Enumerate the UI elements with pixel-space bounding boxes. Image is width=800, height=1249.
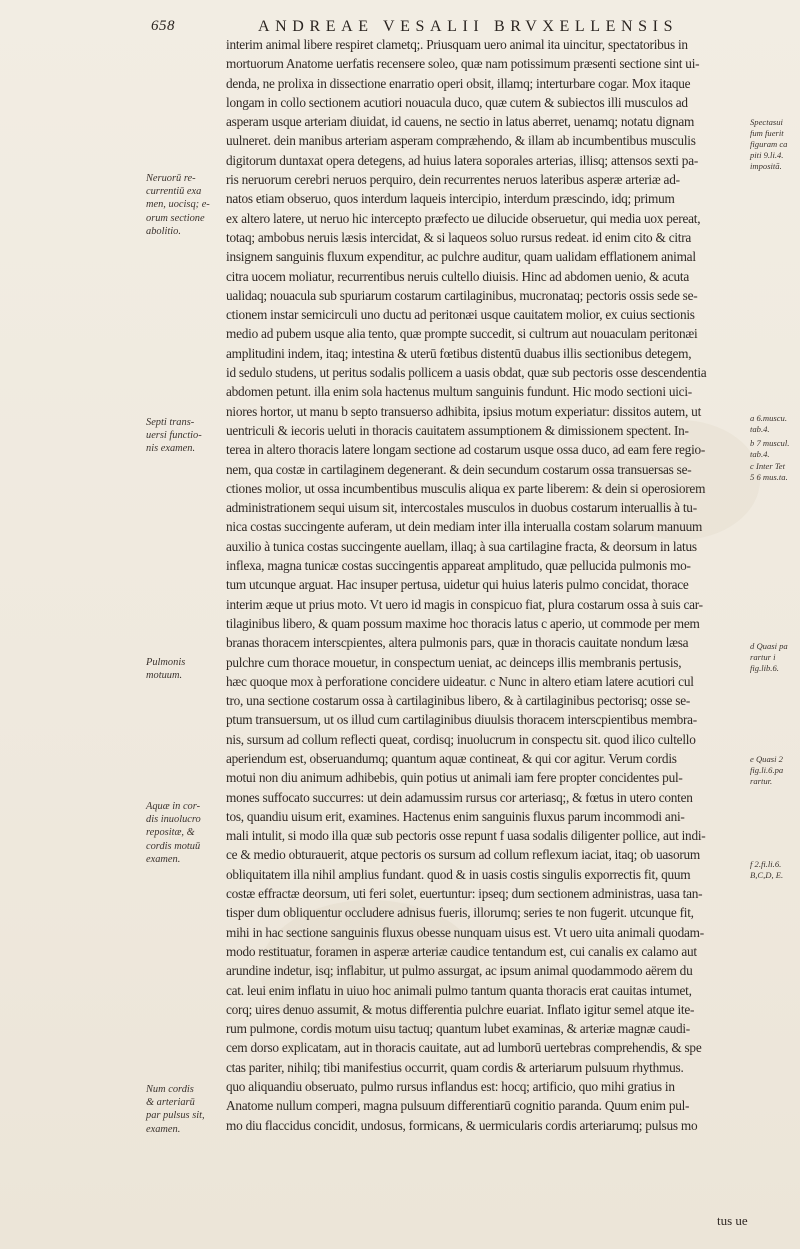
margin-note-right [750, 754, 796, 787]
text-line: interim æque ut prius moto. Vt uero id magis in conspicuo fiat, plura costarum ossa à suis car- [226, 596, 703, 612]
margin-note-line: a 6.muscu. [750, 413, 787, 423]
margin-note-left [146, 656, 228, 682]
margin-note-line: abolitio. [146, 225, 181, 237]
margin-note-line: Neruorū re- [146, 173, 196, 184]
margin-note-line: rartur. [750, 776, 773, 786]
margin-note-right [750, 117, 796, 172]
text-line: terea in altero thoracis latere longam sectione ad costarum usque ossa duco, ad eam fere regio- [226, 442, 706, 458]
text-line: ce & medio obturauerit, atque pectoris os sursum ad collum reflexum iaciat, itaq; ob uasorum [226, 847, 701, 863]
margin-note-line: B,C,D, E. [750, 870, 784, 880]
text-line: tos, quandiu uisum erit, examines. Hactenus enim sanguinis fluxus parum incommodi ani- [226, 808, 685, 824]
margin-note-line: d Quasi pa [750, 641, 788, 651]
text-line: administrationem sequi uisum sit, intercostales musculos in duobus costarum interuallis à tu- [226, 500, 697, 516]
margin-note-line: figuram ca [750, 139, 788, 149]
margin-note-line: par pulsus sit, [146, 1110, 205, 1122]
text-line: mo diu flaccidus concidit, undosus, formicans, & uermicularis cordis arteriarumq; pulsus mo [226, 1117, 698, 1133]
margin-note-left [146, 800, 228, 866]
text-line: ualidaq; nouacula sub spuriarum costarum cartilaginibus, mucronataq; pectoris ossis sede se- [226, 287, 698, 303]
text-line: hæc quoque mox à perforatione concidere uideatur. c Nunc in altero etiam latere acutiori cul [226, 673, 694, 689]
margin-note-line: Septi trans- [146, 417, 195, 428]
text-line: id sedulo studens, ut peritus sodalis pollicem a uasis obdat, quæ sub pectoris osse descendentia [226, 365, 707, 381]
text-line: longam in collo sectionem acutiori nouacula duco, quæ cutem & subiectos illi musculos ad [226, 94, 688, 110]
text-line: abdomen petunt. illa enim sola hactenus multum sanguinis fundunt. Hic modo sectioni uici- [226, 384, 692, 400]
margin-note-right [750, 641, 796, 674]
margin-note-line: fig.li.6.pa [750, 765, 784, 775]
margin-note-right [750, 438, 796, 460]
margin-note-line: nis examen. [146, 443, 196, 455]
text-line: tum utcunque arguat. Hac insuper pertusa, uidetur qui huius lateris pulmo concidat, thorace [226, 577, 689, 593]
text-line: ctiones molior, ut ossa incumbentibus musculis aliqua ex parte liberem: & dein si operosiorem [226, 480, 706, 496]
text-line: costæ effractæ deorsum, uti feri solet, euertuntur: ipseq; dum sectionem administras, uasa tan- [226, 886, 703, 902]
margin-note-line: f 2.fi.li.6. [750, 859, 782, 869]
margin-note-line: Spectasui [750, 117, 783, 127]
margin-note-left [146, 172, 228, 238]
margin-note-line: tab.4. [750, 449, 770, 459]
text-line: mali intulit, si modo illa quæ sub pectoris osse repunt f uasa sodalis diligenter pollice, aut indi- [226, 828, 706, 844]
margin-note-line: fum fuerit [750, 128, 784, 138]
text-line: Anatome nullum comperi, magna pulsuum differentiarū cognitio paranda. Quum enim pul- [226, 1098, 690, 1114]
text-line: nem, qua costæ in cartilaginem degenerant. & dein secundum costarum ossa transuersas se- [226, 461, 692, 477]
text-line: natos etiam obseruo, quos interdum laqueis intercipio, interdum præscindo, idq; primum [226, 191, 675, 207]
text-line: cat. leui enim inflatu in uiuo hoc animali pulmo tantum quanta thoracis erat cauitas intumet, [226, 982, 692, 998]
margin-note-right [750, 413, 796, 435]
margin-note-line: impositā. [750, 161, 782, 171]
margin-note-line: examen. [146, 1123, 181, 1135]
text-line: ctas pariter, nihilq; tibi manifestius occurrit, quam cordis & arteriarum pulsuum rhythmus. [226, 1059, 684, 1075]
text-line: quo aliquandiu obseruato, pulmo rursus inflandus est: hocq; artificio, quo mihi gratius in [226, 1079, 675, 1095]
text-line: niores hortor, ut manu b septo transuerso adhibita, ipsius motum experiatur: dissitos autem, ut [226, 403, 702, 419]
margin-note-line: Pulmonis [146, 657, 186, 668]
text-line: uentriculi & iecoris ueluti in thoracis cauitatem assumptionem & dimissionem spectent. In- [226, 422, 689, 438]
text-line: inflexa, magna tunicæ costas succingentis appareat amplitudo, quæ pellucida pulmonis mo- [226, 558, 691, 574]
margin-note-line: 5 6 mus.ta. [750, 472, 788, 482]
text-line: mones suffocato succurres: ut dein adamussim rursus cor arteriasq;, & fœtus in utero conten [226, 789, 693, 805]
margin-note-line: c Inter Tet [750, 461, 786, 471]
margin-note-line: & arteriarū [146, 1097, 195, 1109]
text-line: modo restituatur, foramen in asperæ arteriæ caudice tentandum est, cui canalis ex calamo aut [226, 943, 697, 959]
text-line: insignem sanguinis fluxum expenditur, ac pulchre auditur, quam ualidam efflationem animal [226, 249, 696, 265]
text-line: arundine indetur, isq; inflabitur, ut pulmo assurgat, ac ipsum animal quodammodo aërem du [226, 963, 693, 979]
text-line: ctionem instar semicirculi uno ductu ad peritonæi usque cauitatem molior, ex cuius sectionis [226, 307, 695, 323]
text-line: tisper dum obliquentur occludere adnisus fueris, illorumq; series te non fugerit. utcunque fit, [226, 905, 694, 921]
margin-note-line: cordis motuū [146, 840, 201, 852]
margin-note-line: rartur i [750, 652, 776, 662]
margin-note-line: men, uocisq; e- [146, 199, 210, 211]
margin-note-line: uersi functio- [146, 430, 202, 442]
margin-note-line: fig.lib.6. [750, 663, 779, 673]
margin-note-line: Aquæ in cor- [146, 801, 201, 812]
text-line: amplitudini indem, itaq; intestina & uterū fœtibus distentū duabus illis sectionibus detegem, [226, 345, 692, 361]
text-line: totaq; ambobus neruis læsis intercidat, & si laqueos soluo rursus redeat. id enim cito & citra [226, 229, 692, 245]
text-line: rum pulmone, cordis motum uisu tactuq; quantum lubet examinas, & arteriæ magnæ caudi- [226, 1021, 690, 1037]
text-line: nica costas succingente auferam, ut dein mediam inter illa interualla costam solarum manuum [226, 519, 703, 535]
text-line: tro, una sectione costarum ossa à cartilaginibus libero, & à cartilaginibus pectorisq; osse se- [226, 693, 691, 709]
main-text-block [226, 35, 746, 1135]
page-number: 658 [151, 18, 175, 34]
text-line: denda, ne prolixa in dissectione enarratio operi obsit, illamq; interturbare cogar. Mox itaque [226, 75, 691, 91]
text-line: tilaginibus libero, & quam possum maxime hoc thoracis latus c aperio, ut commode per mem [226, 615, 700, 631]
text-line: cem dorso explicatam, aut in thoracis cauitate, aut ad lumborū uertebras comprehendis, & spe [226, 1040, 702, 1056]
text-line: ris neruorum cerebri neruos perquiro, dein recurrentes neruos lateribus asperæ arteriæ ad- [226, 172, 680, 188]
text-line: obliquitatem illa nihil amplius fundant. quod & in uasis costis singulis exporrectis fit, quum [226, 866, 691, 882]
text-line: branas thoracem interscpientes, altera pulmonis pars, quæ in thoracis cauitate nondum læsa [226, 635, 689, 651]
text-line: uulneret. dein manibus arteriam asperam compræhendo, & illam ab incumbentibus musculis [226, 133, 696, 149]
text-line: aperiendum est, obseruandumq; quantum aquæ contineat, & qui cor agitur. Verum cordis [226, 750, 677, 766]
text-line: pulchre cum thorace mouetur, in conspectum ueniat, ac deinceps illis membranis pertusis, [226, 654, 682, 670]
margin-note-line: examen. [146, 853, 181, 865]
text-line: mihi in hac sectione sanguinis fluxus obesse nunquam uisus est. Vt uero uita animali quodam- [226, 924, 704, 940]
page-header [0, 8, 800, 38]
margin-note-line: piti 9.li.4. [750, 150, 784, 160]
text-line: asperam usque arteriam diuidat, id cauens, ne sectio in latus aberret, uenamq; notatu dignam [226, 114, 695, 130]
text-line: ptum transuersum, ut os illud cum cartilaginibus diuulsis thoracem interscpientibus membra- [226, 712, 697, 728]
margin-note-left [146, 1083, 228, 1136]
margin-note-line: Num cordis [146, 1084, 194, 1095]
text-line: nis, sursum ad collum reflecti queat, cordisq; inuolucrum in conspectu sit. quod ilico cultello [226, 731, 696, 747]
catchword: tus ue [717, 1213, 748, 1228]
text-line: corq; uires denuo assumit, & motus differentia pulchre euariat. Inflato igitur semel atque ite- [226, 1001, 695, 1017]
margin-note-right [750, 859, 796, 881]
margin-note-line: dis inuolucro [146, 814, 201, 826]
margin-note-line: e Quasi 2 [750, 754, 783, 764]
text-line: auxilio à tunica costas succingente auellam, illaq; à sua cartilagine fracta, & deorsum in latus [226, 538, 697, 554]
margin-note-line: currentiū exa [146, 186, 202, 198]
text-line: citra uocem moliatur, recurrentibus neruis cultello diuisis. Hinc ad abdomen uenio, & acuta [226, 268, 690, 284]
text-line: motui non diu animum adhibebis, quin potius ut animali iam fere propter concidentes pul- [226, 770, 683, 786]
text-line: medio ad pubem usque alia tento, quæ prompte succedit, si cultrum aut nouaculam peritonæi [226, 326, 698, 342]
margin-note-line: repositæ, & [146, 827, 195, 839]
margin-note-line: b 7 muscul. [750, 438, 790, 448]
margin-note-right [750, 461, 796, 483]
margin-note-line: tab.4. [750, 424, 770, 434]
margin-note-line: motuum. [146, 670, 183, 682]
text-line: mortuorum Anatome uerfatis recensere soleo, quæ nam potissimum præsenti sectione sint ui- [226, 56, 700, 72]
margin-note-left [146, 416, 228, 456]
margin-note-line: orum sectione [146, 212, 205, 224]
text-line: digitorum duntaxat opera detegens, ad huius latera soporales arterias, illisq; attensos sexti pa- [226, 152, 699, 168]
text-line: ex altero latere, ut neruo hic intercepto præfecto ue dilucide obseruetur, qui media uox pereat, [226, 210, 701, 226]
text-line: interim animal libere respiret clametq;. Priusquam uero animal ita uincitur, spectatoribus in [226, 37, 688, 52]
running-head: ANDREAE VESALII BRVXELLENSIS [258, 18, 679, 35]
